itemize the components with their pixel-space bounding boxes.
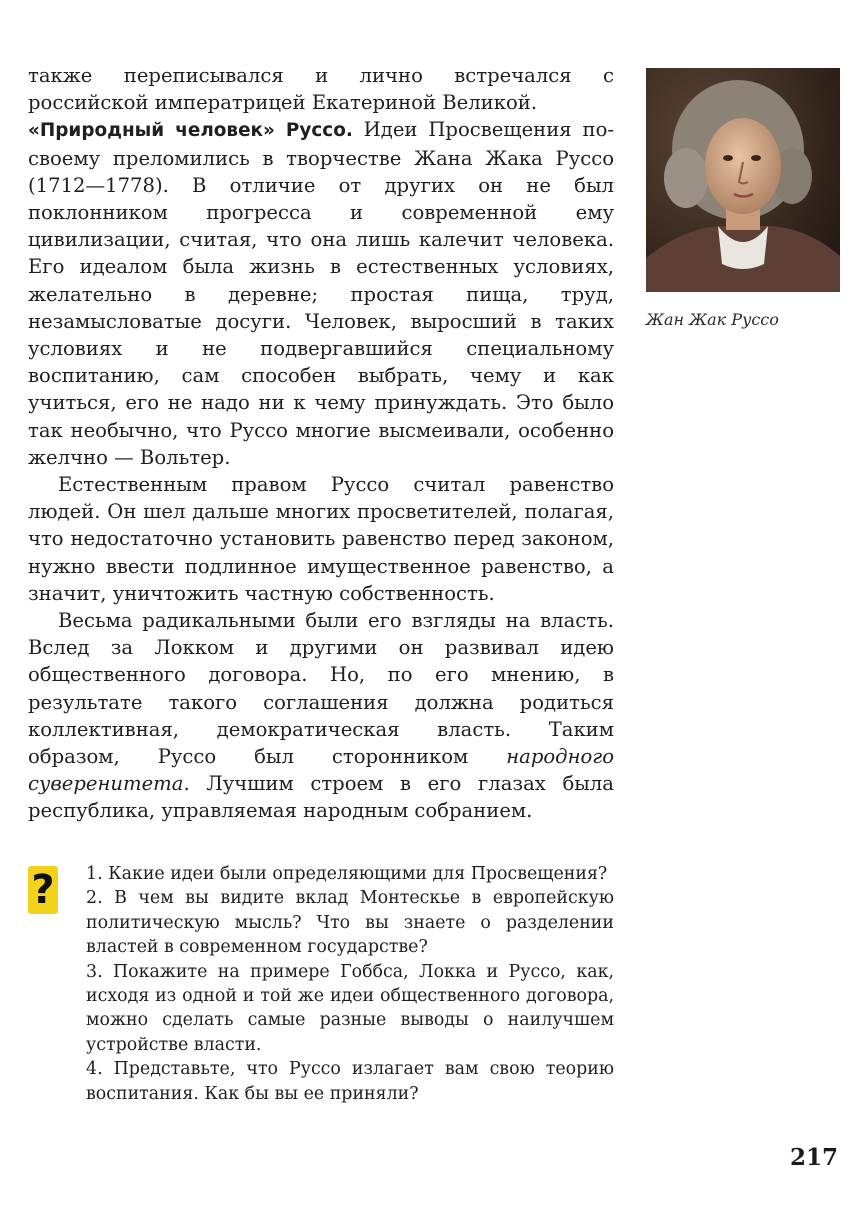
question-item: 2. В чем вы видите вклад Монтескье в европейскую политическую мысль? Что вы знаете о разделении властей в современном государстве? xyxy=(86,888,614,958)
rousseau-portrait xyxy=(646,68,840,292)
main-text-column xyxy=(28,62,614,825)
paragraph-text: Весьма радикальными были его взгляды на власть. Вслед за Локком и другими он развивал идею общественного договора. Но, по его мнению, в результате такого соглашения должна родиться коллективная, демократическая власть. Таким образом, Руссо был сторонником xyxy=(28,609,614,769)
question-item: 1. Какие идеи были определяющими для Просвещения? xyxy=(86,864,608,884)
paragraph-text: . Лучшим строем в его глазах была республика, управляемая народным собранием. xyxy=(28,772,614,823)
question-mark-icon: ? xyxy=(28,866,58,914)
paragraph-power-views xyxy=(28,607,614,825)
paragraph-text: Идеи Просвещения по-своему преломились в творчестве Жана Жака Руссо (1712—1778). В отличие от других он не был поклонником прогресса и современной ему цивилизации, считая, что она лишь калечит человека. Его идеалом была жизнь в естественных условиях, желательно в деревне; простая пища, труд, незамысловатые досуги. Человек, выросший в таких условиях и не подвергавшийся специальному воспитанию, сам способен выбрать, чему и как учиться, его не надо ни к чему принуждать. Это было так необычно, что Руссо многие высмеивали, особенно желчно — Вольтер. xyxy=(28,118,614,469)
portrait-image xyxy=(646,68,840,292)
question-item: 4. Представьте, что Руссо излагает вам свою теорию воспитания. Как бы вы ее приняли? xyxy=(86,1059,614,1104)
review-questions xyxy=(86,862,614,1106)
page-number: 217 xyxy=(790,1144,839,1171)
paragraph-rousseau-intro xyxy=(28,116,614,471)
question-item: 3. Покажите на примере Гоббса, Локка и Руссо, как, исходя из одной и той же идеи общественного договора, можно сделать самые разные выводы о наилучшем устройстве власти. xyxy=(86,961,614,1055)
section-heading: «Природный человек» Руссо. xyxy=(28,120,353,142)
paragraph-natural-law: Естественным правом Руссо считал равенство людей. Он шел дальше многих просветителей, полагая, что недостаточно установить равенство перед законом, нужно ввести подлинное имущественное равенство, а значит, уничтожить частную собственность. xyxy=(28,473,614,605)
portrait-caption: Жан Жак Руссо xyxy=(646,310,779,329)
emphasis-term: народного суверенитета xyxy=(28,745,614,796)
paragraph-continuation: также переписывался и лично встречался с российской императрицей Екатериной Великой. xyxy=(28,64,614,115)
